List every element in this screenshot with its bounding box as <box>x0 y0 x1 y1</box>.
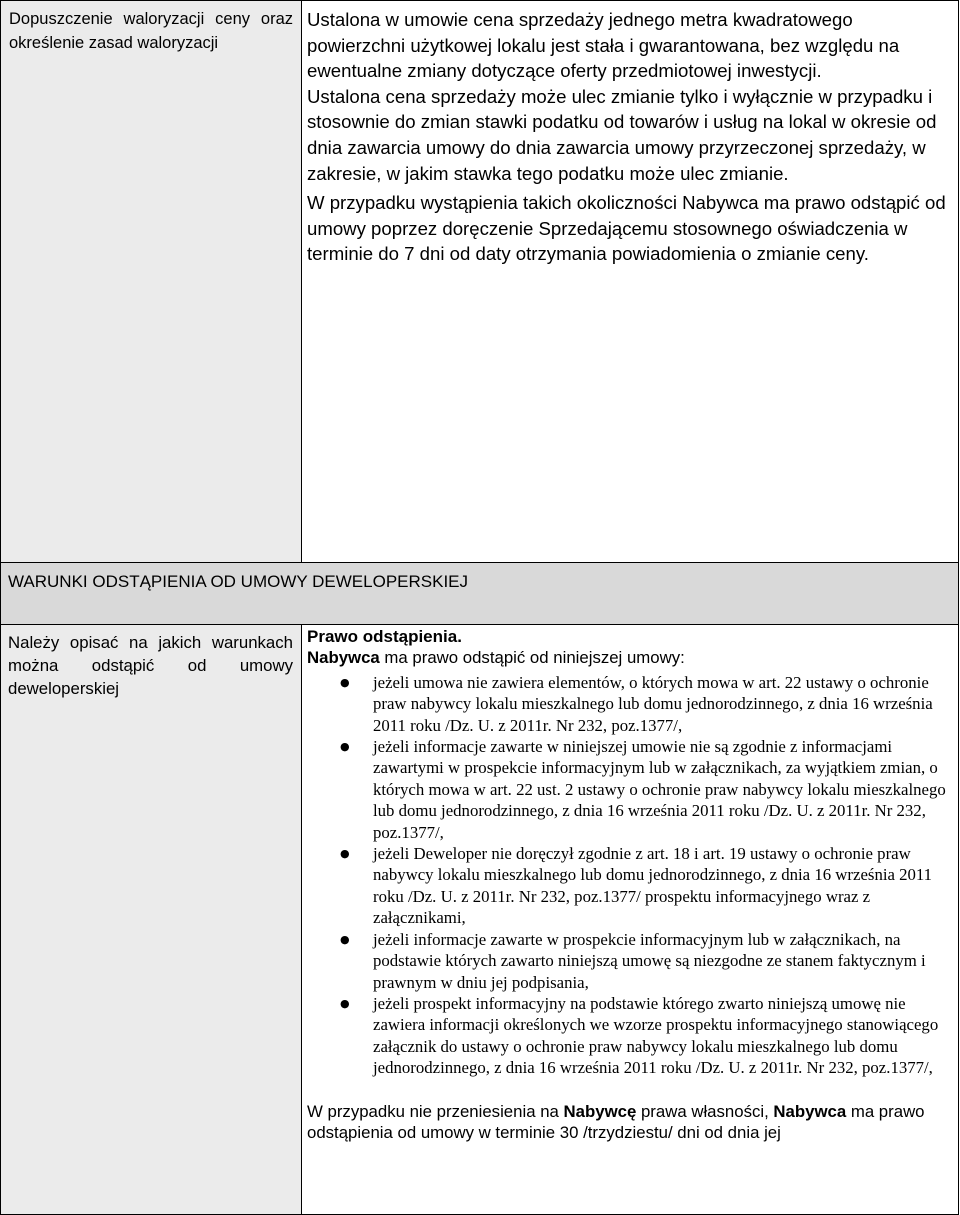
final-part-d: Nabywca <box>773 1101 847 1121</box>
withdrawal-intro <box>307 647 948 668</box>
valorization-paragraph-1: Ustalona w umowie cena sprzedaży jednego metra kwadratowego powierzchni użytkowej lokalu jest stała i gwarantowana, bez względu na ewentualne zmiany dotyczące oferty przedmiotowej inwestycji. <box>307 9 900 82</box>
valorization-label: Dopuszczenie waloryzacji ceny oraz określenie zasad waloryzacji <box>9 10 293 52</box>
section-header <box>1 563 958 625</box>
list-item: ● jeżeli informacje zawarte w niniejszej umowie nie są zgodnie z informacjami zawartymi w prospekcie informacyjnym lub w załącznikach, za wyjątkiem zmian, o których mowa w art. 22 ust. 2 ustawy o ochronie praw nabywcy lokalu mieszkalnego lub domu jednorodzinnego, z dnia 16 września 2011 roku /Dz. U. z 2011r. Nr 232, poz.1377/, <box>373 736 948 843</box>
table-border-right <box>958 0 959 1215</box>
intro-rest: ma prawo odstąpić od niniejszej umowy: <box>379 648 685 668</box>
final-part-c: prawa własności, <box>636 1101 774 1121</box>
valorization-paragraph-2: Ustalona cena sprzedaży może ulec zmianie tylko i wyłącznie w przypadku i stosownie do zmian stawki podatku od towarów i usług na lokal w okresie od dnia zawarcia umowy do dnia zawarcia umowy przyrzeczonej sprzedaży, w zakresie, w jakim stawka tego podatku może ulec zmianie. <box>307 85 937 184</box>
table-border-row1 <box>0 562 959 563</box>
withdrawal-title: Prawo odstąpienia. <box>307 627 462 646</box>
withdrawal-conditions-list <box>307 672 948 1079</box>
section-header-title: WARUNKI ODSTĄPIENIA OD UMOWY DEWELOPERSKIEJ <box>8 572 469 591</box>
table-border-top <box>0 0 959 1</box>
final-part-e: ma prawo odstąpienia od umowy w terminie 30 /trzydziestu/ dni od dnia jej <box>307 1101 925 1142</box>
list-item: ● jeżeli Deweloper nie doręczył zgodnie z art. 18 i art. 19 ustawy o ochronie praw nabywcy lokalu mieszkalnego lub domu jednorodzinnego, z dnia 16 września 2011 roku /Dz. U. z 2011r. Nr 232, poz.1377/ prospektu informacyjnego wraz z załącznikami, <box>373 843 948 929</box>
final-part-a: W przypadku nie przeniesienia na <box>307 1101 564 1121</box>
table-border-left <box>0 0 1 1215</box>
list-item: ● jeżeli umowa nie zawiera elementów, o których mowa w art. 22 ustawy o ochronie praw nabywcy lokalu mieszkalnego lub domu jednorodzinnego, z dnia 16 września 2011 roku /Dz. U. z 2011r. Nr 232, poz.1377/, <box>373 672 948 736</box>
table-border-header <box>0 624 959 625</box>
valorization-label-cell <box>1 1 301 563</box>
valorization-paragraph-3: W przypadku wystąpienia takich okoliczności Nabywca ma prawo odstąpić od umowy poprzez doręczenie Sprzedającemu stosownego oświadczenia w terminie do 7 dni od daty otrzymania powiadomienia o zmianie ceny. <box>307 192 946 265</box>
intro-buyer: Nabywca <box>307 648 380 668</box>
withdrawal-label: Należy opisać na jakich warunkach można odstąpić od umowy deweloperskiej <box>8 633 293 698</box>
table-divider-row1 <box>301 0 302 563</box>
final-part-b: Nabywcę <box>563 1101 637 1121</box>
list-item: ● jeżeli prospekt informacyjny na podstawie którego zwarto niniejszą umowę nie zawiera informacji określonych we wzorze prospektu informacyjnego stanowiącego załącznik do ustawy o ochronie praw nabywcy lokalu mieszkalnego lub domu jednorodzinnego, z dnia 16 września 2011 roku /Dz. U. z 2011r. Nr 232, poz.1377/, <box>373 993 948 1079</box>
withdrawal-content-cell <box>302 625 958 1214</box>
withdrawal-label-cell <box>1 625 301 1214</box>
valorization-content-cell <box>302 1 958 563</box>
list-item: ● jeżeli informacje zawarte w prospekcie informacyjnym lub w załącznikach, na podstawie których zawarto niniejszą umowę są niezgodne ze stanem faktycznym i prawnym w dniu jej podpisania, <box>373 929 948 993</box>
withdrawal-final-paragraph <box>307 1101 948 1144</box>
table-divider-row2 <box>301 624 302 1215</box>
